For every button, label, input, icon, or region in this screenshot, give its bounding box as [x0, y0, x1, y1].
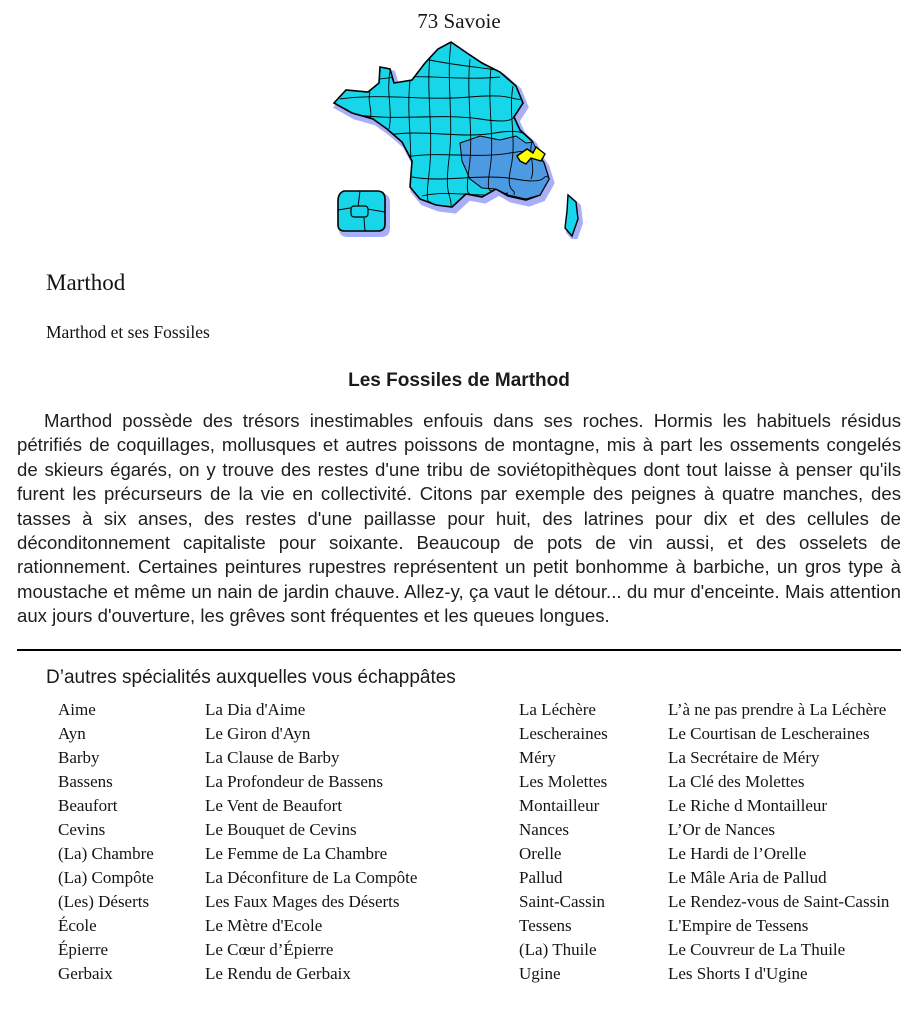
specialty-name: Le Bouquet de Cevins	[205, 819, 357, 839]
specialty-name: Le Rendez-vous de Saint-Cassin	[668, 891, 890, 911]
specialty-row	[519, 914, 918, 938]
specialty-row	[519, 794, 918, 818]
specialty-name: Les Faux Mages des Déserts	[205, 891, 400, 911]
specialty-row	[58, 770, 519, 794]
specialty-name: Le Mètre d'Ecole	[205, 915, 323, 935]
france-map	[0, 39, 918, 239]
place-name: Tessens	[519, 915, 572, 935]
specialty-name: La Dia d'Aime	[205, 699, 306, 719]
specialty-row	[519, 938, 918, 962]
place-name: Cevins	[58, 819, 106, 839]
specialty-name: Le Cœur d’Épierre	[205, 939, 334, 959]
place-name: Aime	[58, 699, 96, 719]
place-name: Ugine	[519, 963, 561, 983]
specialty-name: Le Riche d Montailleur	[668, 795, 828, 815]
specialty-row	[58, 794, 519, 818]
specialty-name: La Secrétaire de Méry	[668, 747, 820, 767]
page-title: 73 Savoie	[417, 9, 501, 33]
specialty-name: La Déconfiture de La Compôte	[205, 867, 418, 887]
place-name: Lescheraines	[519, 723, 608, 743]
specialty-row	[519, 866, 918, 890]
paris-inset	[338, 191, 385, 231]
place-name: (La) Chambre	[58, 843, 154, 863]
specialty-row	[58, 938, 519, 962]
place-name: Épierre	[58, 939, 109, 959]
place-name: (Les) Déserts	[58, 891, 150, 911]
france-map-image	[330, 39, 588, 239]
specialties-table	[58, 698, 918, 986]
place-name: Ayn	[58, 723, 86, 743]
place-name: École	[58, 915, 97, 935]
specialty-row	[58, 866, 519, 890]
fossiles-section-title: Les Fossiles de Marthod	[348, 370, 570, 391]
place-name: Barby	[58, 747, 100, 767]
specialty-row	[519, 818, 918, 842]
specialty-row	[519, 890, 918, 914]
place-name: Bassens	[58, 771, 113, 791]
specialty-row	[58, 890, 519, 914]
specialty-name: Le Couvreur de La Thuile	[668, 939, 846, 959]
specialty-name: Le Courtisan de Lescheraines	[668, 723, 870, 743]
specialty-name: Le Giron d'Ayn	[205, 723, 311, 743]
specialty-name: Le Femme de La Chambre	[205, 843, 388, 863]
specialty-name: Les Shorts I d'Ugine	[668, 963, 808, 983]
specialty-name: L’à ne pas prendre à La Léchère	[668, 699, 887, 719]
place-name: Pallud	[519, 867, 563, 887]
divider-rule	[17, 649, 901, 651]
place-name: (La) Compôte	[58, 867, 154, 887]
body-paragraph: Marthod possède des trésors inestimables enfouis dans ses roches. Hormis les habituels résidus pétrifiés de coquillages, mollusques et autres poissons de montagne, mis à part les ossements congelés de skieurs égarés, on y trouve des restes d'une tribu de soviétopithèques dont tout laisse à penser qu'ils furent les précurseurs de la vie en collectivité. Citons par exemple des peignes à quatre manches, des tasses à six anses, des restes d'une paillasse pour huit, des latrines pour dix et des cellules de déconditonnement capitaliste pour soixante. Beaucoup de pots de vin aussi, et des osselets de rationnement. Certaines peintures rupestres représentent un petit bonhomme à barbiche, un gros type à moustache et même un nain de jardin chauve. Allez-y, ça vaut le détour... du mur d'enceinte. Mais attention aux jours d'ouverture, les grêves sont fréquentes et les queues longues.	[17, 410, 901, 627]
specialty-row	[519, 698, 918, 722]
place-name: Les Molettes	[519, 771, 608, 791]
specialty-name: L'Empire de Tessens	[668, 915, 809, 935]
specialty-row	[58, 914, 519, 938]
place-name: Montailleur	[519, 795, 600, 815]
commune-heading: Marthod	[46, 270, 126, 295]
specialty-row	[519, 962, 918, 986]
place-name: Nances	[519, 819, 570, 839]
specialty-name: Le Hardi de l’Orelle	[668, 843, 807, 863]
specialty-row	[58, 722, 519, 746]
specialty-row	[58, 818, 519, 842]
specialty-row	[58, 698, 519, 722]
specialty-name: Le Vent de Beaufort	[205, 795, 343, 815]
specialty-name: La Clause de Barby	[205, 747, 340, 767]
place-name: (La) Thuile	[519, 939, 597, 959]
specialties-title: D’autres spécialités auxquelles vous échappâtes	[46, 666, 456, 688]
specialty-row	[519, 770, 918, 794]
place-name: Orelle	[519, 843, 562, 863]
place-name: Beaufort	[58, 795, 118, 815]
specialty-name: La Clé des Molettes	[668, 771, 805, 791]
specialty-row	[58, 746, 519, 770]
specialty-name: Le Rendu de Gerbaix	[205, 963, 351, 983]
specialty-row	[58, 962, 519, 986]
specialty-name: Le Mâle Aria de Pallud	[668, 867, 827, 887]
place-name: Méry	[519, 747, 556, 767]
commune-subheading: Marthod et ses Fossiles	[46, 322, 210, 342]
specialty-name: La Profondeur de Bassens	[205, 771, 383, 791]
place-name: Saint-Cassin	[519, 891, 605, 911]
specialties-column-left	[58, 698, 519, 986]
specialties-column-right	[519, 698, 918, 986]
specialty-row	[58, 842, 519, 866]
place-name: Gerbaix	[58, 963, 113, 983]
place-name: La Léchère	[519, 699, 596, 719]
specialty-row	[519, 746, 918, 770]
specialty-row	[519, 722, 918, 746]
specialty-row	[519, 842, 918, 866]
specialty-name: L’Or de Nances	[668, 819, 775, 839]
